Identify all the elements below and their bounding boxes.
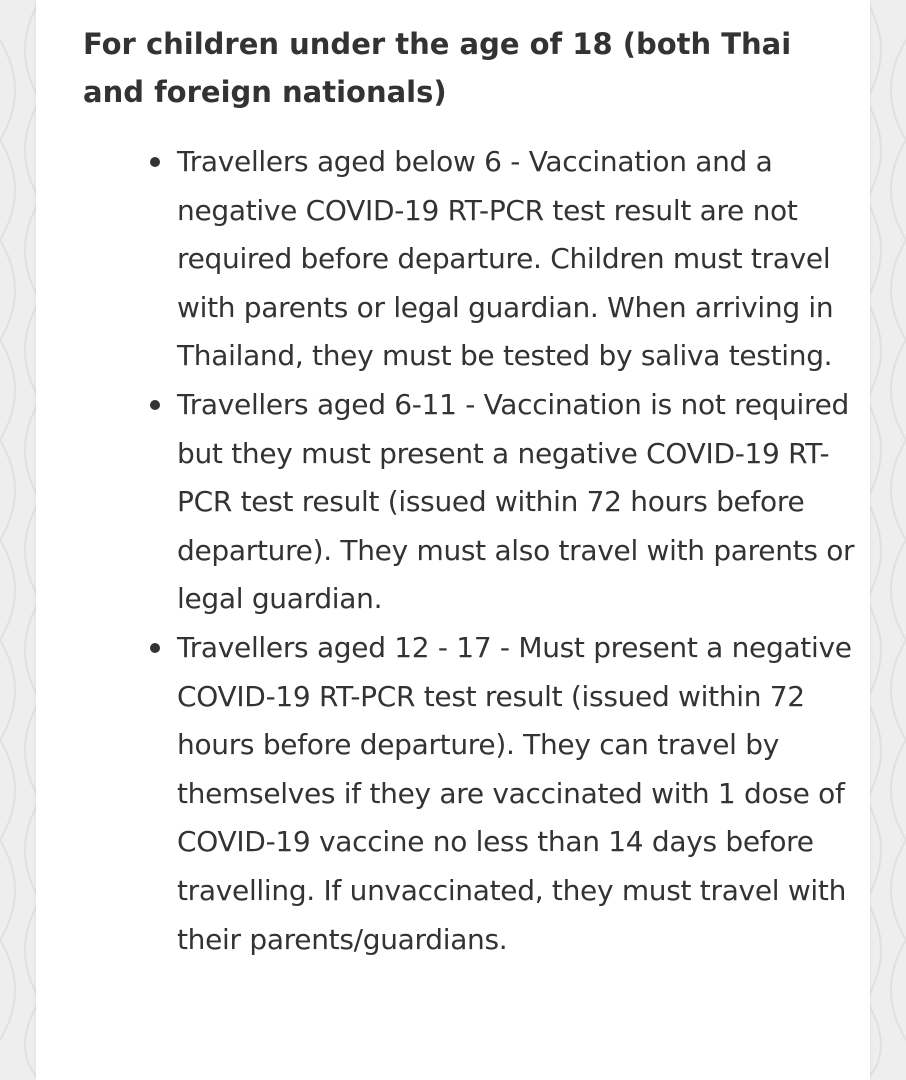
list-item: [177, 138, 857, 381]
bullet-icon: [150, 400, 160, 410]
pattern-ornament-icon: [866, 0, 906, 1080]
list-item-text: Travellers aged below 6 - Vaccination and a negative COVID-19 RT-PCR test result are not required before departure. Children must travel with parents or legal guardian. When arriving in Thailand, they must be tested by saliva testing.: [177, 145, 834, 373]
bullet-icon: [150, 643, 160, 653]
list-item: [177, 381, 857, 624]
section-heading: For children under the age of 18 (both Thai and foreign nationals): [83, 27, 792, 109]
list-item: [177, 624, 857, 964]
list-item-text: Travellers aged 12 - 17 - Must present a negative COVID-19 RT-PCR test result (issued within 72 hours before departure). They can travel by themselves if they are vaccinated with 1 dose of COVID-19 vaccine no less than 14 days before travelling. If unvaccinated, they must travel with their parents/guardians.: [177, 630, 852, 956]
background-pattern-left: [0, 0, 40, 1080]
list-item-text: Travellers aged 6-11 - Vaccination is not required but they must present a negative COVID-19 RT-PCR test result (issued within 72 hours before departure). They must also travel with parents or legal guardian.: [177, 387, 855, 616]
requirements-list: [177, 138, 857, 964]
background-pattern-right: [866, 0, 906, 1080]
pattern-ornament-icon: [0, 0, 40, 1080]
content-card: [36, 0, 870, 1080]
bullet-icon: [150, 157, 160, 167]
